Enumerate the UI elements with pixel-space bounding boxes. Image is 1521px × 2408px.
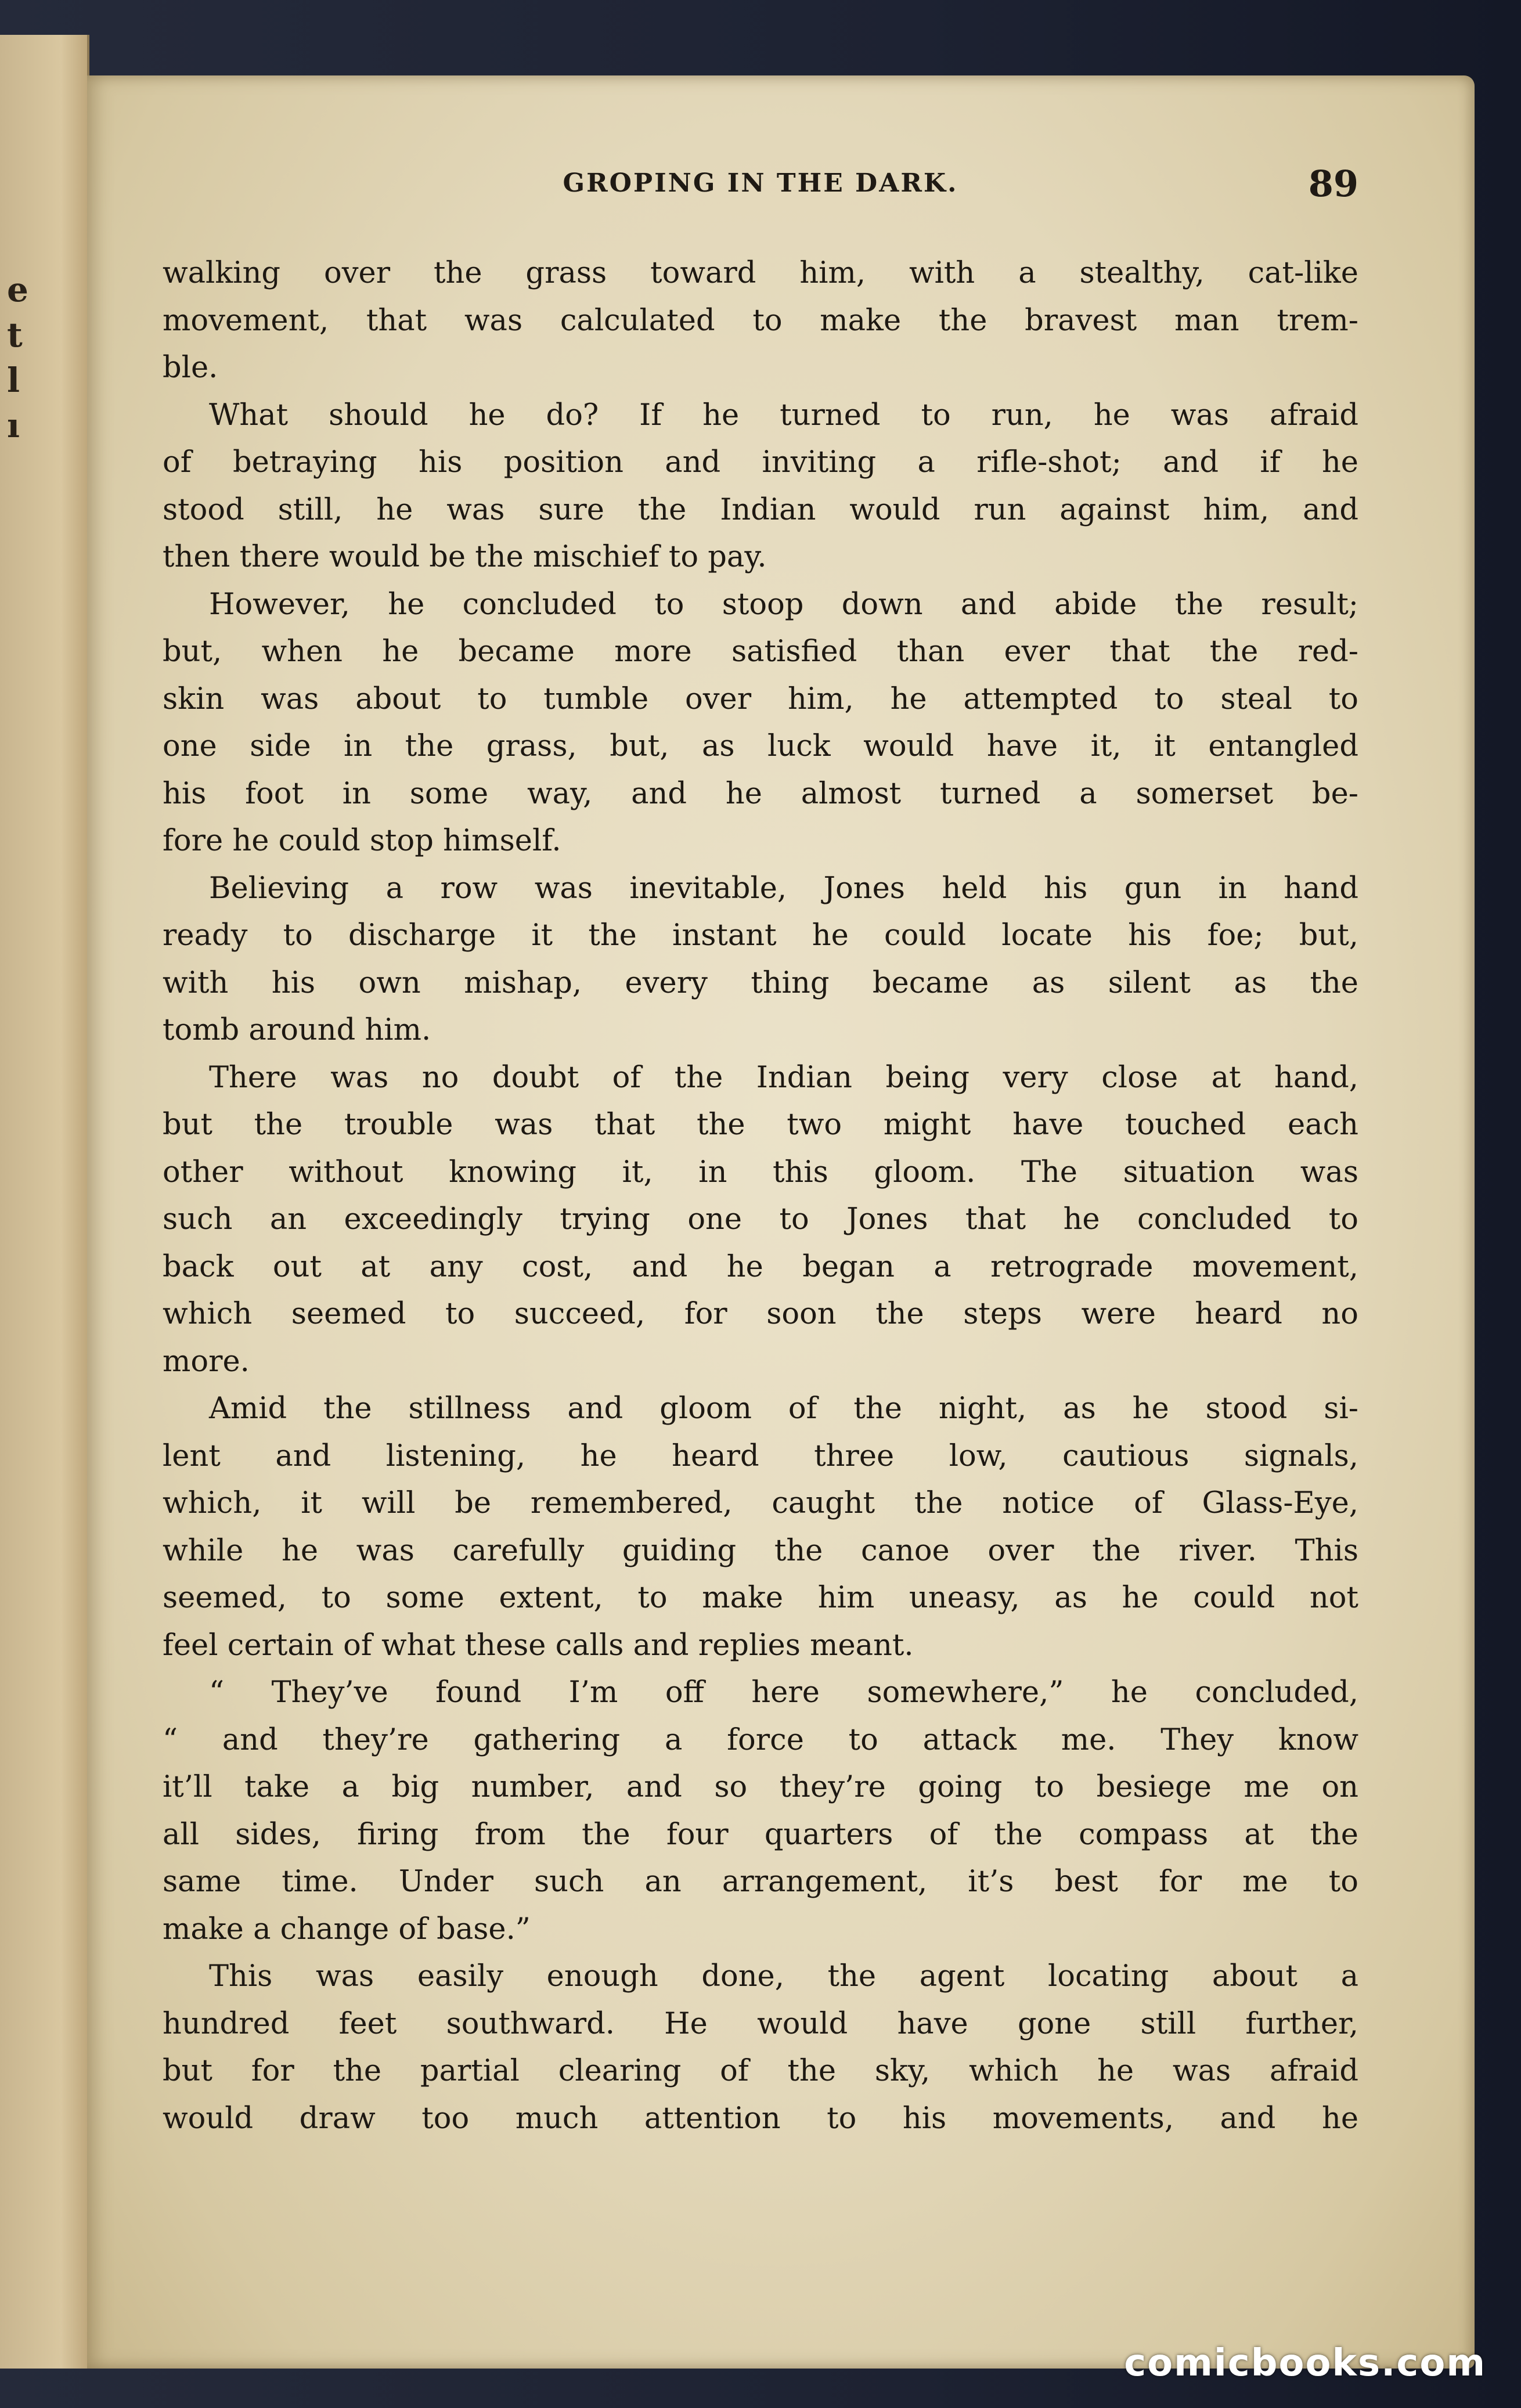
- text-line: which, it will be remembered, caught the notice of Glass-Eye,: [163, 1486, 1358, 1520]
- page-number: 89: [1308, 163, 1358, 205]
- body-text: [163, 250, 1358, 2142]
- text-line: movement, that was calculated to make the bravest man trem-: [163, 303, 1358, 338]
- watermark: comicbooks.com: [1124, 2342, 1486, 2385]
- text-line: other without knowing it, in this gloom. The situation was: [163, 1155, 1358, 1189]
- text-line: more.: [163, 1344, 250, 1379]
- text-line: stood still, he was sure the Indian would run against him, and: [163, 492, 1358, 527]
- text-line: seemed, to some extent, to make him uneasy, as he could not: [163, 1581, 1358, 1615]
- text-line: tomb around him.: [163, 1013, 431, 1047]
- text-line: Believing a row was inevitable, Jones held his gun in hand: [209, 871, 1358, 906]
- text-line: fore he could stop himself.: [163, 824, 561, 858]
- text-line: all sides, firing from the four quarters of the compass at the: [163, 1817, 1358, 1852]
- text-line: but for the partial clearing of the sky, which he was afraid: [163, 2054, 1358, 2088]
- previous-page-edge: [0, 35, 89, 2369]
- page-header: [163, 163, 1358, 221]
- text-line: but the trouble was that the two might have touched each: [163, 1108, 1358, 1142]
- text-line: walking over the grass toward him, with a stealthy, cat-like: [163, 256, 1358, 290]
- text-line: Amid the stillness and gloom of the night, as he stood si-: [209, 1392, 1358, 1426]
- text-line: There was no doubt of the Indian being very close at hand,: [209, 1060, 1358, 1095]
- text-line: his foot in some way, and he almost turned a somerset be-: [163, 776, 1358, 811]
- text-line: However, he concluded to stoop down and abide the result;: [209, 587, 1358, 622]
- text-line: one side in the grass, but, as luck would have it, it entangled: [163, 729, 1358, 763]
- text-line: same time. Under such an arrangement, it’s best for me to: [163, 1865, 1358, 1899]
- text-line: which seemed to succeed, for soon the steps were heard no: [163, 1297, 1358, 1331]
- text-line: “ and they’re gathering a force to attack me. They know: [163, 1722, 1358, 1757]
- text-line: with his own mishap, every thing became as silent as the: [163, 965, 1358, 1000]
- text-line: but, when he became more satisfied than ever that the red-: [163, 635, 1358, 669]
- text-line: then there would be the mischief to pay.: [163, 540, 767, 574]
- text-line: ble.: [163, 351, 218, 385]
- text-line: make a change of base.”: [163, 1912, 531, 1946]
- text-line: while he was carefully guiding the canoe over the river. This: [163, 1533, 1358, 1568]
- text-line: of betraying his position and inviting a rifle-shot; and if he: [163, 445, 1358, 480]
- text-line: would draw too much attention to his movements, and he: [163, 2101, 1358, 2136]
- text-line: it’ll take a big number, and so they’re going to besiege me on: [163, 1770, 1358, 1804]
- running-head: GROPING IN THE DARK.: [563, 168, 958, 198]
- previous-page-fragment: e t l ı: [7, 270, 28, 445]
- text-line: This was easily enough done, the agent locating about a: [209, 1959, 1358, 1994]
- text-line: ready to discharge it the instant he could locate his foe; but,: [163, 918, 1358, 953]
- text-line: skin was about to tumble over him, he attempted to steal to: [163, 682, 1358, 716]
- text-line: lent and listening, he heard three low, cautious signals,: [163, 1439, 1358, 1473]
- book-page: [87, 75, 1475, 2369]
- text-line: feel certain of what these calls and replies meant.: [163, 1628, 914, 1663]
- text-line: back out at any cost, and he began a retrograde movement,: [163, 1249, 1358, 1284]
- text-line: hundred feet southward. He would have gone still further,: [163, 2006, 1358, 2041]
- text-line: What should he do? If he turned to run, he was afraid: [209, 398, 1358, 432]
- text-line: such an exceedingly trying one to Jones that he concluded to: [163, 1202, 1358, 1237]
- text-line: “ They’ve found I’m off here somewhere,” he concluded,: [209, 1675, 1358, 1710]
